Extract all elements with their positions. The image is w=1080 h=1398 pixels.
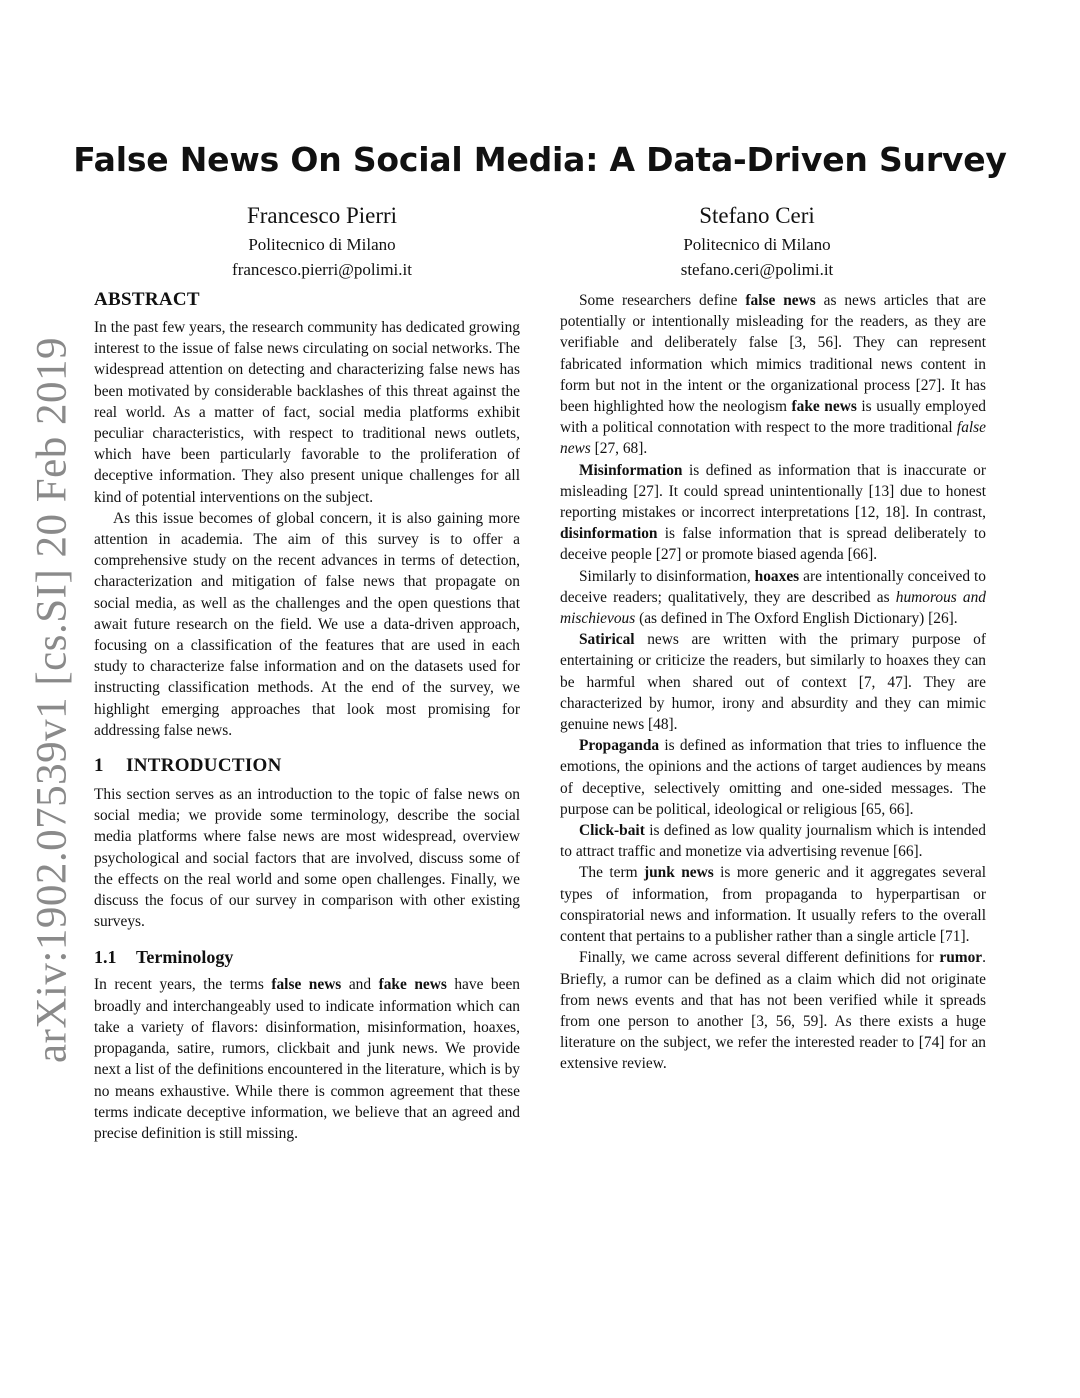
italic-false-news: false news [560,419,986,458]
abstract-paragraph-2: As this issue becomes of global concern, it is also gaining more attention in academia. The aim of this survey is to offer a comprehensive study on the recent advances in terms of detection, characterization and mitigation of false news that propagate on social media, as well as the challenges and the open questions that await future research on the field. We use a data-driven approach, focusing on a classification of the features that are used in each study to characterize false information and on the datasets used for instructing classification methods. At the end of the survey, we highlight emerging approaches that look most promising for addressing false news. [94,509,520,739]
section-heading-introduction [94,754,520,778]
italic-humorous: humorous and mischievous [560,588,987,628]
abstract-paragraph-1: In the past few years, the research community has dedicated growing interest to the issue of false news circulating on social networks. The widespread attention on detecting and characterizing false news has been motivated by considerable backlashes of this threat against the real world. As a matter of fact, social media platforms exhibit peculiar characteristics, with respect to traditional news outlets, which have been particularly favorable to the proliferation of deceptive information. They also present unique challenges for all kind of potential interventions on the subject. [94,319,520,506]
left-column [94,288,520,1144]
definition-rumor [560,947,986,1074]
author-block-1 [142,200,502,282]
definition-junk-news [560,862,986,947]
abstract-heading: ABSTRACT [94,289,200,310]
text-run: and [341,976,379,994]
intro-paragraph: This section serves as an introduction to the topic of false news on social media; we provide some terminology, describe the social media platforms where false news are most widespread, overview psychological and social factors that are involved, discuss some of the effects on the real world and some open challenges. Finally, we discuss the focus of our survey in comparison with other existing surveys. [94,786,520,931]
term-false-news: false news [745,292,816,309]
author-affiliation: Politecnico di Milano [248,235,396,254]
term-junk-news: junk news [643,864,714,882]
term-propaganda: Propaganda [579,737,660,755]
section-number: 1 [94,755,104,777]
text-run: news are written with the primary purpose of entertaining or criticize the readers, but similarly to hoaxes they can be harmful when shared out of context [7, 47]. They are characterized by humor, irony and absurdity and they can mimic genuine news [48]. [560,631,986,734]
text-run: Some researchers define [579,292,746,309]
term-fake-news: fake news [378,976,447,994]
term-click-bait: Click-bait [579,822,645,840]
author-email: francesco.pierri@polimi.it [232,260,412,279]
term-misinformation: Misinformation [579,461,683,479]
text-run: is defined as low quality journalism which is intended to attract traffic and monetize via advertising revenue [66]. [560,822,986,861]
text-run: Similarly to disinformation, [579,567,755,585]
term-hoaxes: hoaxes [754,567,800,585]
definition-propaganda [560,735,986,820]
text-run: The term [579,864,644,882]
author-name: Francesco Pierri [246,203,398,228]
text-run: are intentionally conceived to deceive readers; qualitatively, they are described as [560,567,986,606]
definition-misinformation [560,460,986,566]
right-column [560,290,986,1075]
term-fake-news: fake news [791,398,857,416]
terminology-paragraph [94,974,520,1144]
text-run: is more generic and it aggregates several types of information, from propaganda to hyperpartisan or conspiratorial news and information. It usually refers to the overall content that pertains to a publisher rather than a single article [71]. [560,864,987,946]
text-run: is usually employed with a political connotation with respect to the more traditional [560,398,986,437]
definition-satirical [560,629,986,735]
text-run: is defined as information that tries to influence the emotions, the opinions and the actions of target audiences by means of deceptive, selectively omitting and one-sided messages. The purpose can be political, ideological or religious [65, 66]. [560,737,986,818]
text-run: . Briefly, a rumor can be defined as a claim which did not originate from news events and that has not been verified while it spreads from one person to another [3, 56, 59]. As there exists a huge literature on the subject, we refer the interested reader to [74] for an extensive review. [560,949,986,1073]
section-title: INTRODUCTION [126,755,282,777]
text-run: [27, 68]. [590,440,648,458]
text-run: have been broadly and interchangeably used to indicate information which can take a variety of flavors: disinformation, misinformation, hoaxes, propaganda, satire, rumors, clickbait and junk news. We provide next a list of the definitions encountered in the literature, which is by no means exhaustive. While there is common agreement that these terms indicate deceptive information, we believe that an agreed and precise definition is still missing. [94,976,520,1142]
text-run: Finally, we came across several different definitions for [579,949,940,967]
arxiv-identifier: arXiv:1902.07539v1 [cs.SI] 20 Feb 2019 [28,336,76,1064]
definition-click-bait [560,820,986,862]
author-name: Stefano Ceri [699,203,815,228]
term-rumor: rumor [939,949,983,967]
term-false-news: false news [271,976,342,994]
definition-false-news [560,290,986,460]
author-affiliation: Politecnico di Milano [683,235,831,254]
author-email: stefano.ceri@polimi.it [680,260,834,279]
text-run: is false information that is spread deliberately to deceive people [27] or promote biased agenda [66]. [560,525,986,564]
text-run: as news articles that are potentially or intentionally misleading for the readers, as they are verifiable and deliberately false [3, 56]. They can represent fabricated information which mimics traditional news content in form but not in the intent or the organizational process [27]. It has been highlighted how the neologism [560,292,986,416]
definition-hoaxes [560,566,986,630]
term-disinformation: disinformation [560,525,658,543]
text-run: (as defined in The Oxford English Dictionary) [26]. [635,610,958,628]
text-run: is defined as information that is inaccurate or misleading [27]. It could spread unintentionally [13] due to honest reporting mistakes or incorrect interpretations [12, 18]. In contrast, [560,461,986,522]
author-block-2 [577,200,937,282]
subsection-number: 1.1 [94,947,117,968]
paper-title: False News On Social Media: A Data-Driven Survey [73,140,1007,179]
text-run: In recent years, the terms [94,976,272,994]
subsection-title: Terminology [136,947,234,968]
term-satirical: Satirical [579,631,635,649]
subsection-heading-terminology [94,945,520,969]
